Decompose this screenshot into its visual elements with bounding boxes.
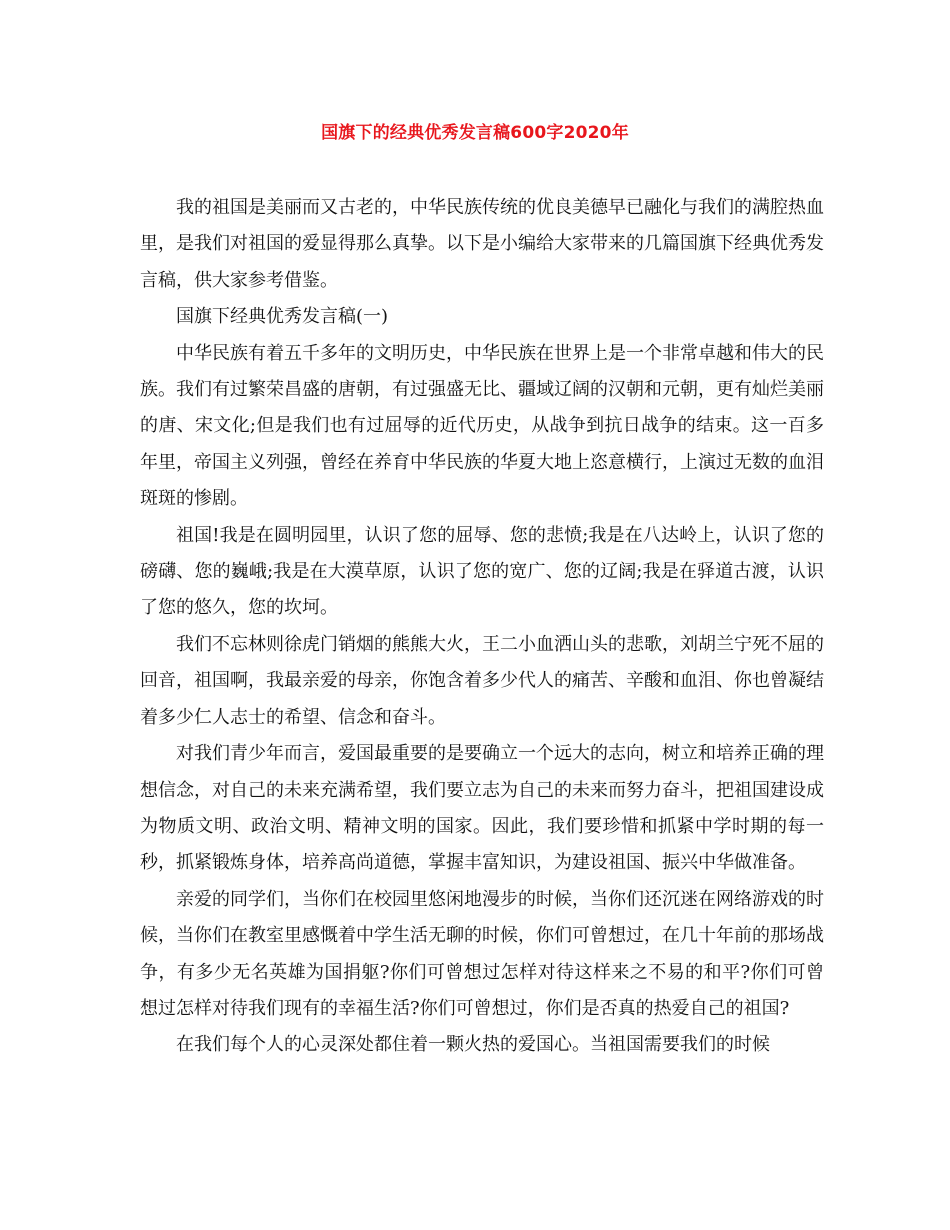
paragraph-classmates: 亲爱的同学们，当你们在校园里悠闲地漫步的时候，当你们还沉迷在网络游戏的时候，当你们在教室里感慨着中学生活无聊的时候，你们可曾想过，在几十年前的那场战争，有多少无名英雄为国捐躯?你们可曾想过怎样对待这样来之不易的和平?你们可曾想过怎样对待我们现有的幸福生活?你们可曾想过，你们是否真的热爱自己的祖国? bbox=[140, 888, 824, 1019]
paragraph-youth: 对我们青少年而言，爱国最重要的是要确立一个远大的志向，树立和培养正确的理想信念，对自己的未来充满希望，我们要立志为自己的未来而努力奋斗，把祖国建设成为物质文明、政治文明、精神文明的国家。因此，我们要珍惜和抓紧中学时期的每一秒，抓紧锻炼身体，培养高尚道德，掌握丰富知识，为建设祖国、振兴中华做准备。 bbox=[140, 743, 824, 874]
paragraph-history: 中华民族有着五千多年的文明历史，中华民族在世界上是一个非常卓越和伟大的民族。我们有过繁荣昌盛的唐朝，有过强盛无比、疆域辽阔的汉朝和元朝，更有灿烂美丽的唐、宋文化;但是我们也有过屈辱的近代历史，从战争到抗日战争的结束。这一百多年里，帝国主义列强，曾经在养育中华民族的华夏大地上恣意横行，上演过无数的血泪斑斑的惨剧。 bbox=[140, 342, 824, 510]
paragraph-motherland: 祖国!我是在圆明园里，认识了您的屈辱、您的悲愤;我是在八达岭上，认识了您的磅礴、您的巍峨;我是在大漠草原，认识了您的宽广、您的辽阔;我是在驿道古渡，认识了您的悠久，您的坎坷。 bbox=[140, 524, 824, 619]
paragraph-patriotic-heart: 在我们每个人的心灵深处都住着一颗火热的爱国心。当祖国需要我们的时候 bbox=[176, 1034, 770, 1056]
section-heading: 国旗下经典优秀发言稿(一) bbox=[176, 306, 389, 328]
paragraph-heroes: 我们不忘林则徐虎门销烟的熊熊大火，王二小血洒山头的悲歌，刘胡兰宁死不屈的回音，祖国啊，我最亲爱的母亲，你饱含着多少代人的痛苦、辛酸和血泪、你也曾凝结着多少仁人志士的希望、信念和奋斗。 bbox=[140, 633, 824, 728]
document-title: 国旗下的经典优秀发言稿600字2020年 bbox=[321, 123, 629, 143]
document-body bbox=[140, 190, 824, 1064]
paragraph-intro: 我的祖国是美丽而又古老的，中华民族传统的优良美德早已融化与我们的满腔热血里，是我们对祖国的爱显得那么真挚。以下是小编给大家带来的几篇国旗下经典优秀发言稿，供大家参考借鉴。 bbox=[140, 197, 824, 291]
